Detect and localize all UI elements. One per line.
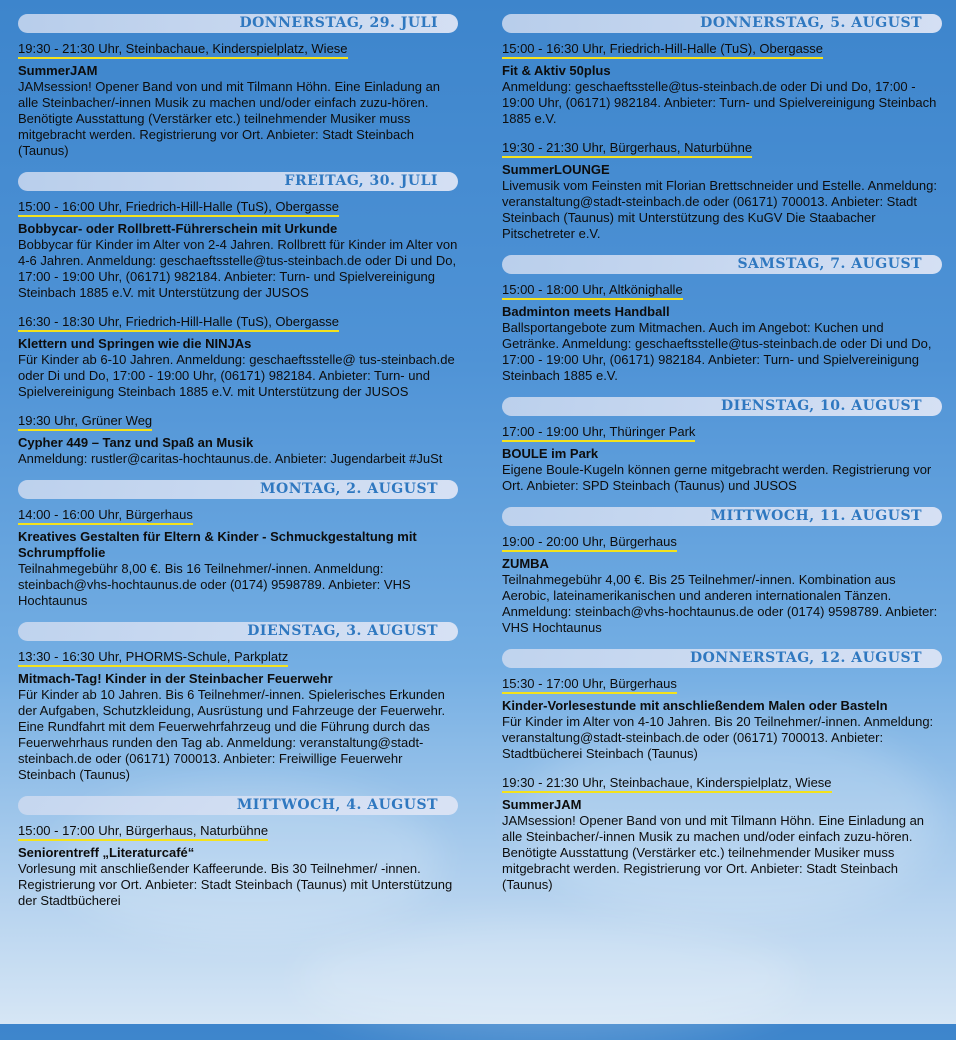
event-item	[502, 534, 942, 636]
day-header: FREITAG, 30. JULI	[18, 172, 458, 191]
event-time-location: 15:00 - 16:30 Uhr, Friedrich-Hill-Halle (TuS), Obergasse	[502, 41, 823, 59]
event-item	[502, 41, 942, 127]
day-header: DIENSTAG, 3. AUGUST	[18, 622, 458, 641]
event-title: Badminton meets Handball	[502, 304, 670, 319]
event-time-location: 15:30 - 17:00 Uhr, Bürgerhaus	[502, 676, 677, 694]
event-description: JAMsession! Opener Band von und mit Tilmann Höhn. Eine Einladung an alle Steinbacher/-innen Musik zu machen und/oder einfach zuzu-hören. Benötigte Ausstattung (Verstärker etc.) teilnehmender Musiker muss mitgebracht werden. Registrierung vor Ort. Anbieter: Stadt Steinbach (Taunus)	[502, 813, 925, 892]
event-title: Klettern und Springen wie die NINJAs	[18, 336, 252, 351]
event-title: Mitmach-Tag! Kinder in der Steinbacher Feuerwehr	[18, 671, 333, 686]
event-time-location: 15:00 - 18:00 Uhr, Altkönighalle	[502, 282, 683, 300]
event-title: Fit & Aktiv 50plus	[502, 63, 611, 78]
event-time-location: 17:00 - 19:00 Uhr, Thüringer Park	[502, 424, 695, 442]
event-title: ZUMBA	[502, 556, 549, 571]
day-header: MITTWOCH, 11. AUGUST	[502, 507, 942, 526]
event-time-location: 19:00 - 20:00 Uhr, Bürgerhaus	[502, 534, 677, 552]
event-title: Kreatives Gestalten für Eltern & Kinder - Schmuckgestaltung mit Schrumpffolie	[18, 529, 417, 560]
day-header: DIENSTAG, 10. AUGUST	[502, 397, 942, 416]
event-title: Bobbycar- oder Rollbrett-Führerschein mit Urkunde	[18, 221, 338, 236]
day-header: DONNERSTAG, 29. JULI	[18, 14, 458, 33]
event-description: Für Kinder ab 10 Jahren. Bis 6 Teilnehmer/-innen. Spielerisches Erkunden der Aufgaben, Schutzkleidung, Ausrüstung und Fahrzeuge der Feuerwehr. Eine Rundfahrt mit dem Feuerwehrfahrzeug und die Führung durch das Feuerwehrhaus runden den Tag ab. Anmeldung: veranstaltung@stadt-steinbach.de oder (06171) 700013. Anbieter: Freiwillige Feuerwehr Steinbach (Taunus)	[18, 687, 446, 782]
event-description: Für Kinder im Alter von 4-10 Jahren. Bis 20 Teilnehmer/-innen. Anmeldung: veranstaltung@stadt-steinbach.de oder (06171) 700013. Anbieter: Stadtbücherei Steinbach (Taunus)	[502, 714, 934, 761]
day-header: MONTAG, 2. AUGUST	[18, 480, 458, 499]
background-cloud	[300, 920, 800, 1040]
event-description: Bobbycar für Kinder im Alter von 2-4 Jahren. Rollbrett für Kinder im Alter von 4-6 Jahren. Anmeldung: geschaeftsstelle@tus-steinbach.de oder Di und Do, 17:00 - 19:00 Uhr, (06171) 982184. Anbieter: Turn- und Spielvereinigung Steinbach 1885 e.V. mit Unterstützung der JUSOS	[18, 237, 458, 300]
event-description: Teilnahmegebühr 8,00 €. Bis 16 Teilnehmer/-innen. Anmeldung: steinbach@vhs-hochtaunus.de oder (0174) 9598789. Anbieter: VHS Hochtaunus	[18, 561, 411, 608]
left-column	[18, 14, 458, 922]
event-description: Eigene Boule-Kugeln können gerne mitgebracht werden. Registrierung vor Ort. Anbieter: SPD Steinbach (Taunus) und JUSOS	[502, 462, 932, 493]
event-item	[18, 649, 458, 783]
day-header: DONNERSTAG, 12. AUGUST	[502, 649, 942, 668]
event-title: SummerJAM	[502, 797, 582, 812]
event-item	[18, 823, 458, 909]
event-description: Ballsportangebote zum Mitmachen. Auch im Angebot: Kuchen und Getränke. Anmeldung: geschaeftsstelle@tus-steinbach.de oder Di und Do, 17:00 - 19:00 Uhr, (06171) 982184. Anbieter: Turn- und Spielvereinigung Steinbach 1885 e.V.	[502, 320, 932, 383]
event-item	[18, 199, 458, 301]
event-item	[502, 676, 942, 762]
event-item	[18, 507, 458, 609]
event-description: Livemusik vom Feinsten mit Florian Brettschneider und Estelle. Anmeldung: veranstaltung@stadt-steinbach.de oder (06171) 700013. Anbieter: Stadt Steinbach (Taunus) mit Unterstützung des KuGV Die Staabacher Pitschetreter e.V.	[502, 178, 937, 241]
day-header: MITTWOCH, 4. AUGUST	[18, 796, 458, 815]
event-item	[502, 424, 942, 494]
event-description: Anmeldung: rustler@caritas-hochtaunus.de. Anbieter: Jugendarbeit #JuSt	[18, 451, 443, 466]
event-time-location: 19:30 - 21:30 Uhr, Bürgerhaus, Naturbühne	[502, 140, 752, 158]
event-description: Teilnahmegebühr 4,00 €. Bis 25 Teilnehmer/-innen. Kombination aus Aerobic, lateinamerikanischen und anderen internationalen Tänzen. Anmeldung: steinbach@vhs-hochtaunus.de oder (0174) 9598789. Anbieter: VHS Hochtaunus	[502, 572, 938, 635]
event-time-location: 15:00 - 16:00 Uhr, Friedrich-Hill-Halle (TuS), Obergasse	[18, 199, 339, 217]
event-description: Für Kinder ab 6-10 Jahren. Anmeldung: geschaeftsstelle@ tus-steinbach.de oder Di und Do, 17:00 - 19:00 Uhr, (06171) 982184. Anbieter: Turn- und Spielvereinigung Steinbach 1885 e.V. mit Unterstützung der JUSOS	[18, 352, 455, 399]
event-description: JAMsession! Opener Band von und mit Tilmann Höhn. Eine Einladung an alle Steinbacher/-innen Musik zu machen und/oder einfach zuzu-hören. Benötigte Ausstattung (Verstärker etc.) teilnehmender Musiker muss mitgebracht werden. Registrierung vor Ort. Anbieter: Stadt Steinbach (Taunus)	[18, 79, 441, 158]
event-description: Vorlesung mit anschließender Kaffeerunde. Bis 30 Teilnehmer/ -innen. Registrierung vor Ort. Anbieter: Stadt Steinbach (Taunus) mit Unterstützung der Stadtbücherei	[18, 861, 453, 908]
event-item	[18, 41, 458, 159]
right-column	[502, 14, 942, 906]
event-title: Kinder-Vorlesestunde mit anschließendem Malen oder Basteln	[502, 698, 888, 713]
event-time-location: 14:00 - 16:00 Uhr, Bürgerhaus	[18, 507, 193, 525]
event-time-location: 13:30 - 16:30 Uhr, PHORMS-Schule, Parkplatz	[18, 649, 288, 667]
event-title: Seniorentreff „Literaturcafé“	[18, 845, 195, 860]
event-item	[18, 314, 458, 400]
event-time-location: 19:30 - 21:30 Uhr, Steinbachaue, Kinderspielplatz, Wiese	[18, 41, 348, 59]
event-item	[502, 775, 942, 893]
event-time-location: 15:00 - 17:00 Uhr, Bürgerhaus, Naturbühne	[18, 823, 268, 841]
event-time-location: 16:30 - 18:30 Uhr, Friedrich-Hill-Halle (TuS), Obergasse	[18, 314, 339, 332]
event-title: SummerLOUNGE	[502, 162, 610, 177]
event-item	[18, 413, 458, 467]
event-time-location: 19:30 Uhr, Grüner Weg	[18, 413, 152, 431]
event-title: SummerJAM	[18, 63, 98, 78]
event-item	[502, 282, 942, 384]
day-header: DONNERSTAG, 5. AUGUST	[502, 14, 942, 33]
event-time-location: 19:30 - 21:30 Uhr, Steinbachaue, Kinderspielplatz, Wiese	[502, 775, 832, 793]
event-item	[502, 140, 942, 242]
event-title: BOULE im Park	[502, 446, 599, 461]
event-title: Cypher 449 – Tanz und Spaß an Musik	[18, 435, 254, 450]
day-header: SAMSTAG, 7. AUGUST	[502, 255, 942, 274]
event-description: Anmeldung: geschaeftsstelle@tus-steinbach.de oder Di und Do, 17:00 - 19:00 Uhr, (06171) 982184. Anbieter: Turn- und Spielvereinigung Steinbach 1885 e.V.	[502, 79, 937, 126]
